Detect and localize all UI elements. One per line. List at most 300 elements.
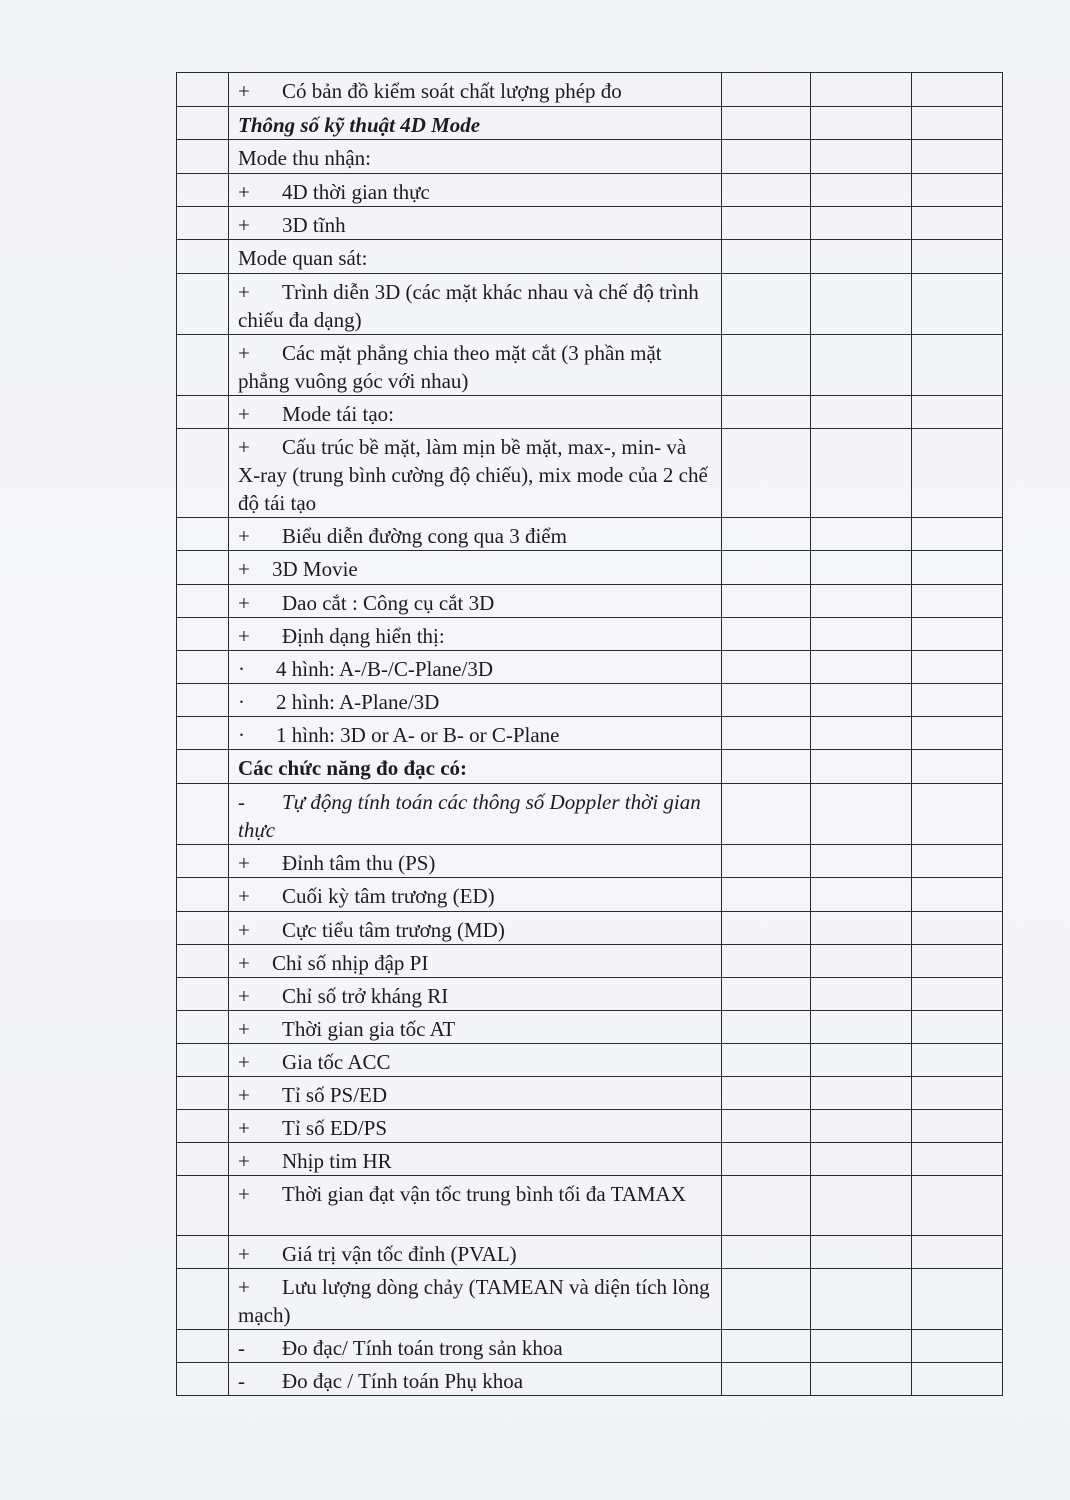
spec-text (229, 1269, 721, 1329)
index-cell (177, 396, 229, 429)
spec-text (229, 518, 721, 550)
empty-cell (722, 784, 811, 845)
table-row (177, 240, 1003, 274)
empty-cell (722, 1236, 811, 1269)
empty-cell (811, 912, 912, 945)
spec-cell (229, 335, 722, 396)
empty-cell (811, 396, 912, 429)
table-row (177, 784, 1003, 845)
index-cell (177, 651, 229, 684)
bullet-marker: - (238, 790, 245, 814)
empty-cell (722, 1011, 811, 1044)
empty-cell (811, 429, 912, 518)
empty-cell (912, 845, 1003, 878)
bullet-marker: + (238, 1149, 250, 1173)
bullet-marker: + (238, 884, 250, 908)
index-cell (177, 1044, 229, 1077)
table-row (177, 585, 1003, 618)
bullet-marker: + (238, 918, 250, 942)
bullet-marker: + (238, 1017, 250, 1041)
empty-cell (811, 335, 912, 396)
table-row (177, 429, 1003, 518)
empty-cell (811, 1176, 912, 1236)
index-cell (177, 585, 229, 618)
spec-text (229, 396, 721, 428)
empty-cell (722, 878, 811, 912)
empty-cell (722, 1176, 811, 1236)
spec-label: Các chức năng đo đạc có: (238, 756, 468, 780)
spec-label: Đỉnh tâm thu (PS) (282, 851, 436, 875)
empty-cell (912, 240, 1003, 274)
empty-cell (811, 274, 912, 335)
spec-label: Mode quan sát: (238, 246, 368, 270)
empty-cell (912, 1269, 1003, 1330)
spec-label: Định dạng hiển thị: (282, 624, 445, 648)
empty-cell (722, 945, 811, 978)
empty-cell (811, 845, 912, 878)
spec-cell (229, 845, 722, 878)
index-cell (177, 1363, 229, 1396)
spec-cell (229, 207, 722, 240)
empty-cell (811, 73, 912, 107)
empty-cell (912, 429, 1003, 518)
bullet-marker: + (238, 402, 250, 426)
empty-cell (811, 240, 912, 274)
index-cell (177, 1077, 229, 1110)
spec-text (229, 1077, 721, 1109)
spec-text (229, 585, 721, 617)
empty-cell (811, 518, 912, 551)
spec-label: Trình diễn 3D (các mặt khác nhau và chế độ trình chiếu đa dạng) (238, 280, 699, 332)
spec-label: Thông số kỹ thuật 4D Mode (238, 113, 481, 137)
bullet-marker: + (238, 1050, 250, 1074)
index-cell (177, 750, 229, 784)
empty-cell (912, 274, 1003, 335)
empty-cell (912, 618, 1003, 651)
spec-text (229, 1330, 721, 1362)
spec-text (229, 73, 721, 105)
spec-cell (229, 585, 722, 618)
empty-cell (912, 174, 1003, 207)
table-row (177, 845, 1003, 878)
empty-cell (811, 878, 912, 912)
table-row (177, 107, 1003, 140)
empty-cell (912, 518, 1003, 551)
index-cell (177, 274, 229, 335)
index-cell (177, 717, 229, 750)
index-cell (177, 978, 229, 1011)
table-row (177, 274, 1003, 335)
spec-text (229, 1176, 721, 1208)
empty-cell (722, 429, 811, 518)
empty-cell (811, 945, 912, 978)
spec-cell (229, 240, 722, 274)
empty-cell (722, 1363, 811, 1396)
empty-cell (912, 945, 1003, 978)
spec-text (229, 784, 721, 844)
empty-cell (811, 140, 912, 174)
index-cell (177, 912, 229, 945)
empty-cell (722, 1110, 811, 1143)
empty-cell (912, 912, 1003, 945)
spec-text (229, 140, 721, 172)
empty-cell (912, 335, 1003, 396)
spec-label: Thời gian gia tốc AT (282, 1017, 456, 1041)
bullet-marker: + (238, 1116, 250, 1140)
index-cell (177, 429, 229, 518)
empty-cell (811, 978, 912, 1011)
table-row (177, 878, 1003, 912)
table-row (177, 73, 1003, 107)
empty-cell (912, 750, 1003, 784)
bullet-marker: + (238, 557, 250, 581)
empty-cell (722, 717, 811, 750)
spec-text (229, 684, 721, 716)
spec-cell (229, 429, 722, 518)
index-cell (177, 1011, 229, 1044)
spec-cell (229, 1330, 722, 1363)
spec-label: Tự động tính toán các thông số Doppler thời gian thực (238, 790, 701, 842)
index-cell (177, 240, 229, 274)
empty-cell (811, 784, 912, 845)
bullet-marker: + (238, 341, 250, 365)
empty-cell (912, 1176, 1003, 1236)
spec-cell (229, 73, 722, 107)
empty-cell (811, 1330, 912, 1363)
empty-cell (811, 717, 912, 750)
empty-cell (912, 1110, 1003, 1143)
spec-cell (229, 551, 722, 585)
spec-label: 3D tĩnh (282, 213, 346, 237)
table-row (177, 978, 1003, 1011)
spec-text (229, 750, 721, 782)
empty-cell (811, 684, 912, 717)
table-row (177, 684, 1003, 717)
bullet-marker: + (238, 591, 250, 615)
spec-text (229, 912, 721, 944)
empty-cell (811, 207, 912, 240)
spec-label: Lưu lượng dòng chảy (TAMEAN và diện tích lòng mạch) (238, 1275, 710, 1327)
empty-cell (722, 518, 811, 551)
empty-cell (722, 207, 811, 240)
index-cell (177, 207, 229, 240)
index-cell (177, 518, 229, 551)
spec-text (229, 240, 721, 272)
bullet-marker: · (238, 657, 245, 681)
spec-label: Chỉ số trở kháng RI (282, 984, 449, 1008)
empty-cell (811, 107, 912, 140)
spec-text (229, 335, 721, 395)
index-cell (177, 174, 229, 207)
empty-cell (811, 1143, 912, 1176)
spec-cell (229, 518, 722, 551)
spec-label: Thời gian đạt vận tốc trung bình tối đa TAMAX (282, 1182, 686, 1206)
empty-cell (912, 1330, 1003, 1363)
spec-label: 2 hình: A-Plane/3D (276, 690, 440, 714)
spec-label: Có bản đồ kiểm soát chất lượng phép đo (282, 79, 622, 103)
spec-label: Giá trị vận tốc đỉnh (PVAL) (282, 1242, 517, 1266)
table-row (177, 1044, 1003, 1077)
bullet-marker: + (238, 1242, 250, 1266)
empty-cell (811, 651, 912, 684)
spec-cell (229, 717, 722, 750)
spec-text (229, 274, 721, 334)
spec-text (229, 429, 721, 517)
empty-cell (811, 750, 912, 784)
spec-cell (229, 174, 722, 207)
bullet-marker: + (238, 435, 250, 459)
index-cell (177, 335, 229, 396)
empty-cell (912, 585, 1003, 618)
empty-cell (722, 750, 811, 784)
spec-label: Chỉ số nhịp đập PI (272, 951, 429, 975)
bullet-marker: · (238, 690, 245, 714)
empty-cell (912, 684, 1003, 717)
table-row (177, 945, 1003, 978)
index-cell (177, 878, 229, 912)
empty-cell (722, 1143, 811, 1176)
spec-cell (229, 1176, 722, 1236)
spec-label: 3D Movie (272, 557, 358, 581)
spec-label: Đo đạc/ Tính toán trong sản khoa (282, 1336, 563, 1360)
table-row (177, 335, 1003, 396)
spec-text (229, 1044, 721, 1076)
empty-cell (722, 73, 811, 107)
table-row (177, 651, 1003, 684)
empty-cell (912, 1143, 1003, 1176)
index-cell (177, 107, 229, 140)
empty-cell (722, 396, 811, 429)
spec-label: Mode tái tạo: (282, 402, 394, 426)
table-row (177, 1110, 1003, 1143)
spec-text (229, 845, 721, 877)
spec-cell (229, 140, 722, 174)
empty-cell (912, 1236, 1003, 1269)
empty-cell (722, 978, 811, 1011)
empty-cell (722, 274, 811, 335)
spec-cell (229, 274, 722, 335)
spec-text (229, 107, 721, 139)
spec-label: Cuối kỳ tâm trương (ED) (282, 884, 495, 908)
empty-cell (811, 1269, 912, 1330)
spec-label: 4D thời gian thực (282, 180, 430, 204)
empty-cell (811, 1110, 912, 1143)
empty-cell (811, 1044, 912, 1077)
spec-label: Đo đạc / Tính toán Phụ khoa (282, 1369, 524, 1393)
bullet-marker: + (238, 951, 250, 975)
table-row (177, 912, 1003, 945)
spec-cell (229, 684, 722, 717)
index-cell (177, 73, 229, 107)
empty-cell (722, 684, 811, 717)
spec-label: Gia tốc ACC (282, 1050, 391, 1074)
table-row (177, 1011, 1003, 1044)
empty-cell (811, 585, 912, 618)
spec-cell (229, 618, 722, 651)
empty-cell (912, 73, 1003, 107)
empty-cell (912, 1044, 1003, 1077)
empty-cell (912, 551, 1003, 585)
empty-cell (912, 978, 1003, 1011)
spec-cell (229, 651, 722, 684)
spec-cell (229, 878, 722, 912)
table-row (177, 396, 1003, 429)
spec-label: Biểu diễn đường cong qua 3 điểm (282, 524, 567, 548)
bullet-marker: + (238, 851, 250, 875)
spec-text (229, 651, 721, 683)
empty-cell (722, 140, 811, 174)
empty-cell (722, 551, 811, 585)
table-row (177, 207, 1003, 240)
spec-text (229, 1143, 721, 1175)
bullet-marker: - (238, 1369, 245, 1393)
empty-cell (811, 1011, 912, 1044)
bullet-marker: + (238, 280, 250, 304)
empty-cell (811, 174, 912, 207)
empty-cell (912, 140, 1003, 174)
table-row (177, 750, 1003, 784)
bullet-marker: + (238, 180, 250, 204)
spec-label: Mode thu nhận: (238, 146, 371, 170)
empty-cell (912, 107, 1003, 140)
spec-cell (229, 396, 722, 429)
spec-text (229, 618, 721, 650)
spec-label: 1 hình: 3D or A- or B- or C-Plane (276, 723, 560, 747)
table-row (177, 1236, 1003, 1269)
spec-text (229, 207, 721, 239)
empty-cell (722, 618, 811, 651)
index-cell (177, 618, 229, 651)
table-row (177, 174, 1003, 207)
empty-cell (912, 717, 1003, 750)
spec-text (229, 945, 721, 977)
table-row (177, 1077, 1003, 1110)
empty-cell (912, 651, 1003, 684)
spec-text (229, 1110, 721, 1142)
index-cell (177, 1236, 229, 1269)
spec-label: Tỉ số ED/PS (282, 1116, 388, 1140)
spec-cell (229, 1143, 722, 1176)
empty-cell (722, 1269, 811, 1330)
spec-cell (229, 978, 722, 1011)
empty-cell (722, 240, 811, 274)
empty-cell (912, 1363, 1003, 1396)
spec-cell (229, 1110, 722, 1143)
index-cell (177, 784, 229, 845)
spec-text (229, 878, 721, 910)
table-row (177, 518, 1003, 551)
spec-table-body (177, 73, 1003, 1396)
empty-cell (912, 1011, 1003, 1044)
index-cell (177, 684, 229, 717)
spec-cell (229, 784, 722, 845)
empty-cell (811, 1236, 912, 1269)
index-cell (177, 140, 229, 174)
bullet-marker: - (238, 1336, 245, 1360)
spec-cell (229, 1011, 722, 1044)
table-row (177, 1363, 1003, 1396)
spec-label: Cấu trúc bề mặt, làm mịn bề mặt, max-, min- và X-ray (trung bình cường độ chiếu), mix mode của 2 chế độ tái tạo (238, 435, 708, 515)
spec-cell (229, 1269, 722, 1330)
bullet-marker: + (238, 624, 250, 648)
index-cell (177, 1269, 229, 1330)
bullet-marker: + (238, 1083, 250, 1107)
spec-cell (229, 1044, 722, 1077)
spec-label: Nhịp tim HR (282, 1149, 392, 1173)
index-cell (177, 945, 229, 978)
empty-cell (912, 878, 1003, 912)
empty-cell (811, 1077, 912, 1110)
empty-cell (912, 207, 1003, 240)
table-row (177, 140, 1003, 174)
spec-cell (229, 1236, 722, 1269)
empty-cell (722, 912, 811, 945)
empty-cell (722, 1044, 811, 1077)
empty-cell (722, 845, 811, 878)
empty-cell (722, 1077, 811, 1110)
empty-cell (722, 585, 811, 618)
spec-cell (229, 912, 722, 945)
spec-label: Dao cắt : Công cụ cắt 3D (282, 591, 495, 615)
spec-cell (229, 1363, 722, 1396)
table-row (177, 618, 1003, 651)
bullet-marker: + (238, 1182, 250, 1206)
empty-cell (811, 551, 912, 585)
spec-text (229, 717, 721, 749)
table-row (177, 1176, 1003, 1236)
table-row (177, 1269, 1003, 1330)
index-cell (177, 1143, 229, 1176)
index-cell (177, 845, 229, 878)
index-cell (177, 551, 229, 585)
empty-cell (912, 396, 1003, 429)
index-cell (177, 1330, 229, 1363)
table-row (177, 717, 1003, 750)
empty-cell (811, 618, 912, 651)
empty-cell (722, 174, 811, 207)
index-cell (177, 1110, 229, 1143)
spec-cell (229, 1077, 722, 1110)
bullet-marker: + (238, 79, 250, 103)
spec-text (229, 1236, 721, 1268)
empty-cell (912, 1077, 1003, 1110)
table-row (177, 1143, 1003, 1176)
empty-cell (811, 1363, 912, 1396)
table-row (177, 1330, 1003, 1363)
index-cell (177, 1176, 229, 1236)
empty-cell (722, 651, 811, 684)
spec-text (229, 978, 721, 1010)
empty-cell (722, 335, 811, 396)
table-row (177, 551, 1003, 585)
spec-cell (229, 945, 722, 978)
bullet-marker: + (238, 984, 250, 1008)
spec-label: Các mặt phẳng chia theo mặt cắt (3 phần mặt phẳng vuông góc với nhau) (238, 341, 662, 393)
empty-cell (912, 784, 1003, 845)
empty-cell (722, 1330, 811, 1363)
spec-label: Tỉ số PS/ED (282, 1083, 388, 1107)
spec-text (229, 551, 721, 583)
spec-text (229, 1011, 721, 1043)
spec-label: 4 hình: A-/B-/C-Plane/3D (276, 657, 493, 681)
spec-cell (229, 107, 722, 140)
bullet-marker: + (238, 1275, 250, 1299)
spec-cell (229, 750, 722, 784)
bullet-marker: · (238, 723, 245, 747)
bullet-marker: + (238, 213, 250, 237)
bullet-marker: + (238, 524, 250, 548)
spec-text (229, 1363, 721, 1395)
